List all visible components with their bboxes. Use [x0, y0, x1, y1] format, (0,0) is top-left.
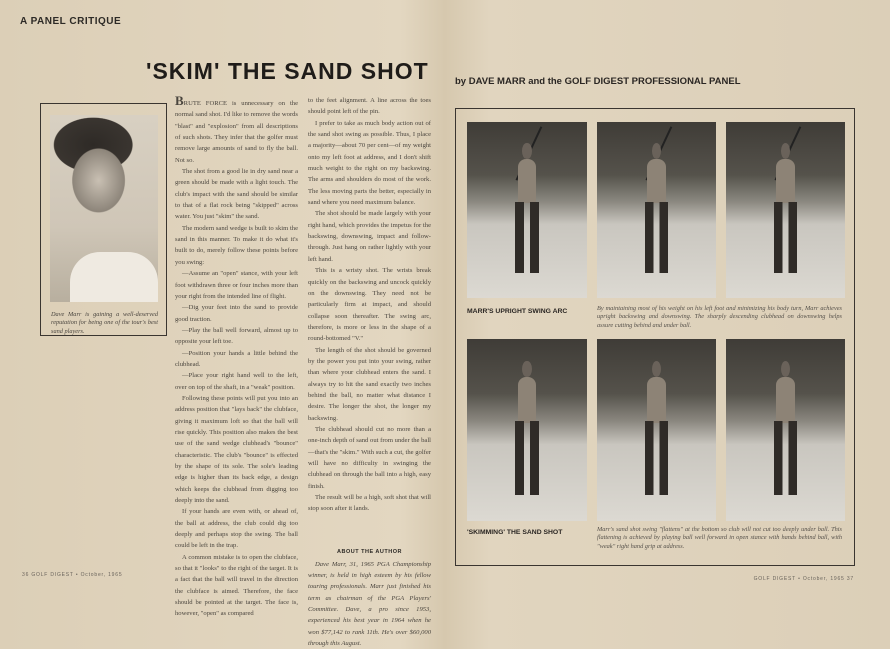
portrait-caption: Dave Marr is gaining a well-deserved reputation for being one of the tour's best sand players. — [51, 311, 158, 335]
article-title: 'SKIM' THE SAND SHOT — [146, 58, 429, 84]
paragraph: The result will be a high, soft shot that will stop soon after it lands. — [308, 494, 431, 513]
paragraph: The length of the shot should be governed by the power you put into your swing, rather than where your clubhead enters the sand. I always try to hit the sand exactly two inches behind the ball, no matter what distance I desire. The longer the shot, the longer my backswing. — [308, 346, 431, 422]
folio-left: 36 GOLF DIGEST • October, 1965 — [22, 572, 123, 578]
about-author-heading: ABOUT THE AUTHOR — [337, 548, 402, 555]
byline: by DAVE MARR and the GOLF DIGEST PROFESSIONAL PANEL — [455, 76, 741, 87]
paragraph: This is a wristy shot. The wrists break quickly on the backswing and uncock quickly on the downswing. They need not be particularly firm at impact, and should collapse soon thereafter. The swing arc, therefore, is more or less in the shape of a round-bottomed "V." — [308, 267, 431, 343]
paragraph: If your hands are even with, or ahead of, the ball at address, the club could dig too deeply and perhaps stop the swing. The ball could be left in the trap. — [175, 508, 298, 550]
photo-panel-frame — [455, 108, 855, 566]
about-author-text: Dave Marr, 31, 1965 PGA Championship winner, is held in high esteem by his fellow touring professionals. Marr just finished his term as chairman of the PGA Players' Committee. Dave, a pro since 1953, experienced his best year in 1964 when he won $77,142 to rank 11th. He's over $60,000 through this August. — [308, 560, 431, 648]
row1-caption: By maintaining most of his weight on his left foot and minimizing his body turn, Marr achieves upright backswing and downswing. The sharply descending clubhead on downswing helps assure cutting behind and under ball. — [597, 305, 842, 329]
paragraph: The modern sand wedge is built to skim the sand in this manner. To make it do what it's built to do, merely follow these points before you swing: — [175, 224, 298, 266]
paragraph: The clubhead should cut no more than a one-inch depth of sand out from under the ball—that's the "skim." With such a cut, the golfer will have no difficulty in swinging the clubhead on through the ball into a high, easy finish. — [308, 425, 431, 490]
paragraph: A common mistake is to open the clubface, so that it "looks" to the right of the target. It is a fact that the ball will travel in the direction the clubface is aimed. Therefore, the face should be pointed at the target. The face is, however, "open" as compared — [175, 553, 298, 618]
paragraph: BRUTE FORCE is unnecessary on the normal sand shot. I'd like to remove the words "blast" and "explosion" from all descriptions of such shots. They infer that the golfer must remove large amounts of sand to fly the ball. Not so. — [175, 93, 298, 164]
paragraph: —Play the ball well forward, almost up to opposite your left toe. — [175, 326, 298, 346]
section-kicker: A PANEL CRITIQUE — [20, 16, 122, 27]
swing-photo-6 — [726, 339, 845, 521]
row2-caption: Marr's sand shot swing "flattens" at the bottom so club will not cut too deeply under ball. This flattening is achieved by playing ball well forward in open stance with hands behind ball, with "weak" right hand grip at address. — [597, 526, 842, 550]
swing-photo-5 — [597, 339, 716, 521]
portrait-box — [40, 103, 167, 336]
paragraph: —Place your right hand well to the left, over on top of the shaft, in a "weak" position. — [175, 372, 298, 391]
paragraph: —Position your hands a little behind the clubhead. — [175, 349, 298, 368]
folio-right: GOLF DIGEST • October, 1965 37 — [753, 576, 854, 582]
paragraph: The shot should be made largely with your right hand, which provides the impetus for the backswing, downswing, impact and follow-through. Just hang on rather lightly with your left hand. — [308, 210, 431, 263]
swing-photo-1 — [467, 122, 587, 298]
article-column-1 — [175, 95, 298, 620]
article-column-2 — [308, 95, 431, 649]
paragraph: —Dig your feet into the sand to provide good traction. — [175, 304, 298, 323]
paragraph: I prefer to take as much body action out of the sand shot swing as possible. Thus, I place a majority—about 70 per cent—of my weight onto my left foot at address, and I don't shift much weight to the right on my backswing. The arms and shoulders do most of the work. The less moving parts the better, especially in sand where you need maximum balance. — [308, 119, 431, 207]
drop-cap: B — [175, 93, 184, 108]
swing-photo-4 — [467, 339, 587, 521]
paragraph: Following these points will put you into an address position that "lays back" the clubface, giving it maximum loft so that the ball will rise quickly. This position also makes the best use of the sand wedge clubhead's "bounce" characteristic. The club's "bounce" is effected by the shape of its sole. The sole's leading edge is higher than its back edge, a design which keeps the clubhead from digging too deeply into the sand. — [175, 394, 298, 505]
row2-heading: 'SKIMMING' THE SAND SHOT — [467, 529, 563, 536]
paragraph: to the feet alignment. A line across the toes should point left of the pin. — [308, 97, 431, 116]
author-portrait-photo — [50, 115, 158, 302]
row1-heading: MARR'S UPRIGHT SWING ARC — [467, 308, 568, 315]
swing-photo-3 — [726, 122, 845, 298]
paragraph: —Assume an "open" stance, with your left foot withdrawn three or four inches more than your right from the intended line of flight. — [175, 270, 298, 300]
swing-photo-2 — [597, 122, 716, 298]
paragraph: The shot from a good lie in dry sand near a green should be made with a light touch. The club's impact with the sand should be similar to that of a flat rock being "skipped" across water. You just "skim" the sand. — [175, 168, 298, 221]
